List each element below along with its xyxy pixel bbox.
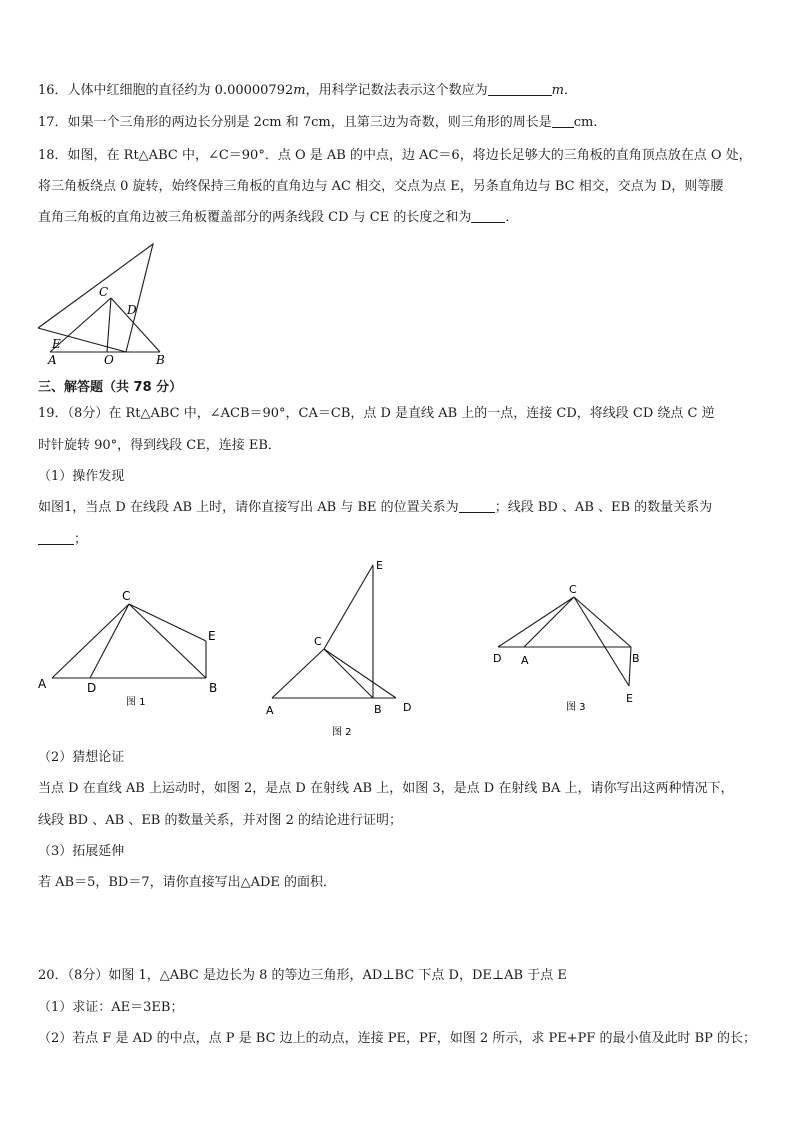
q19-part2-line-2: 线段 BD 、AB 、EB 的数量关系，并对图 2 的结论进行证明； bbox=[38, 813, 403, 828]
q19-part1-mid: ；线段 BD 、AB 、EB 的数量关系为 bbox=[494, 500, 713, 515]
question-17 bbox=[38, 114, 597, 132]
fig1-label-a: A bbox=[38, 677, 47, 691]
fig2-ac bbox=[272, 649, 324, 698]
q19-line-1: 19．（8分）在 Rt△ABC 中，∠ACB＝90°，CA＝CB，点 D 是直线 AB 上的一点，连接 CD，将线段 CD 绕点 C 逆 bbox=[38, 406, 715, 421]
q19-part3-line-1: 若 AB＝5，BD＝7，请你直接写出△ADE 的面积． bbox=[38, 875, 337, 890]
fig2-label-c: C bbox=[314, 635, 322, 648]
segment-co bbox=[107, 298, 111, 352]
q18-answer-blank[interactable] bbox=[471, 209, 505, 223]
fig1-caption: 图 1 bbox=[126, 697, 146, 708]
fig3-label-d: D bbox=[493, 652, 502, 665]
label-b: B bbox=[156, 353, 165, 367]
q18-figure bbox=[30, 240, 180, 370]
q19-part1-text: 如图1，当点 D 在线段 AB 上时，请你直接写出 AB 与 BE 的位置关系为 bbox=[38, 500, 459, 515]
q17-text: 17．如果一个三角形的两边长分别是 2cm 和 7cm，且第三边为奇数，则三角形的周长是 bbox=[38, 115, 552, 130]
fig3-label-a: A bbox=[521, 654, 529, 667]
q17-answer-blank[interactable] bbox=[552, 114, 574, 128]
label-a: A bbox=[48, 353, 57, 367]
fig1-label-e: E bbox=[208, 629, 216, 643]
section-3-title: 三、解答题（共 78 分） bbox=[38, 380, 183, 395]
label-c: C bbox=[99, 285, 109, 299]
fig1-ac bbox=[52, 604, 129, 678]
q19-part1-end: ； bbox=[74, 532, 88, 547]
label-d: D bbox=[127, 303, 137, 317]
fig1-cd bbox=[90, 604, 129, 678]
q16-unit2: m bbox=[551, 83, 564, 98]
fig3-cd bbox=[498, 597, 574, 647]
q18-end: ． bbox=[505, 210, 519, 225]
q19-part2-line-1: 当点 D 在直线 AB 上运动时，如图 2，是点 D 在射线 AB 上，如图 3，是点 D 在射线 BA 上，请你写出这两种情况下， bbox=[38, 781, 734, 796]
fig3-label-b: B bbox=[632, 652, 640, 665]
q19-part1-title: （1）操作发现 bbox=[38, 469, 125, 484]
fig1-label-c: C bbox=[122, 589, 131, 603]
q17-end: cm. bbox=[573, 115, 598, 130]
fig2-label-d: D bbox=[403, 701, 412, 714]
q18-line-2: 将三角板绕点 0 旋转，始终保持三角板的直角边与 AC 相交，交点为点 E，另条直角边与 BC 相交，交点为 D，则等腰 bbox=[38, 179, 724, 194]
fig2-cb bbox=[324, 649, 373, 698]
q20-line-1: 20．（8分）如图 1，△ABC 是边长为 8 的等边三角形，AD⊥BC 下点 D，DE⊥AB 于点 E bbox=[38, 968, 567, 983]
q18-line-3 bbox=[38, 209, 518, 227]
q16-end: ． bbox=[563, 83, 577, 98]
q16-answer-blank[interactable] bbox=[488, 82, 552, 96]
label-o: O bbox=[104, 353, 114, 367]
q19-answer-blank-1[interactable] bbox=[459, 499, 495, 513]
fig3-label-c: C bbox=[569, 583, 577, 596]
q19-part1-line-2 bbox=[38, 531, 87, 549]
q19-part3-title: （3）拓展延伸 bbox=[38, 844, 125, 859]
fig1-label-b: B bbox=[209, 681, 218, 695]
question-16 bbox=[38, 82, 577, 100]
fig1-cb bbox=[129, 604, 206, 678]
q19-figure-2 bbox=[262, 556, 422, 742]
q18-line-1: 18．如图，在 Rt△ABC 中，∠C＝90°．点 O 是 AB 的中点，边 AC＝6，将边长足够大的三角板的直角顶点放在点 O 处， bbox=[38, 148, 752, 163]
label-e: E bbox=[52, 337, 61, 351]
q19-part1-line-1 bbox=[38, 499, 712, 517]
fig3-cb bbox=[574, 597, 631, 647]
fig2-label-e: E bbox=[376, 559, 383, 572]
q19-answer-blank-2[interactable] bbox=[38, 531, 74, 545]
q19-figure-1 bbox=[34, 588, 230, 712]
q16-unit: m bbox=[293, 83, 306, 98]
q16-tail: ，用科学记数法表示这个数应为 bbox=[305, 83, 488, 98]
fig3-ac bbox=[524, 597, 574, 647]
fig1-label-d: D bbox=[87, 681, 97, 695]
q18-line-3-text: 直角三角板的直角边被三角板覆盖部分的两条线段 CD 与 CE 的长度之和为 bbox=[38, 210, 472, 225]
fig1-ce bbox=[129, 604, 206, 641]
q19-line-2: 时针旋转 90°，得到线段 CE，连接 EB． bbox=[38, 438, 281, 453]
fig3-ce bbox=[574, 597, 629, 686]
fig3-caption: 图 3 bbox=[566, 702, 586, 713]
q20-line-3: （2）若点 F 是 AD 的中点，点 P 是 BC 边上的动点，连接 PE，PF，如图 2 所示，求 PE+PF 的最小值及此时 BP 的长； bbox=[38, 1031, 757, 1046]
fig2-cd bbox=[324, 649, 396, 698]
fig2-label-a: A bbox=[266, 704, 274, 717]
q19-figure-3 bbox=[488, 580, 648, 716]
fig2-label-b: B bbox=[374, 703, 382, 716]
fig2-caption: 图 2 bbox=[332, 727, 352, 738]
fig3-be bbox=[629, 647, 631, 686]
fig2-ce bbox=[324, 565, 373, 649]
q20-line-2: （1）求证：AE＝3EB； bbox=[38, 1000, 184, 1015]
set-square-triangle bbox=[38, 244, 153, 352]
fig3-label-e: E bbox=[626, 692, 633, 705]
q16-text: 16．人体中红细胞的直径约为 0.00000792 bbox=[38, 83, 294, 98]
q19-part2-title: （2）猜想论证 bbox=[38, 750, 125, 765]
